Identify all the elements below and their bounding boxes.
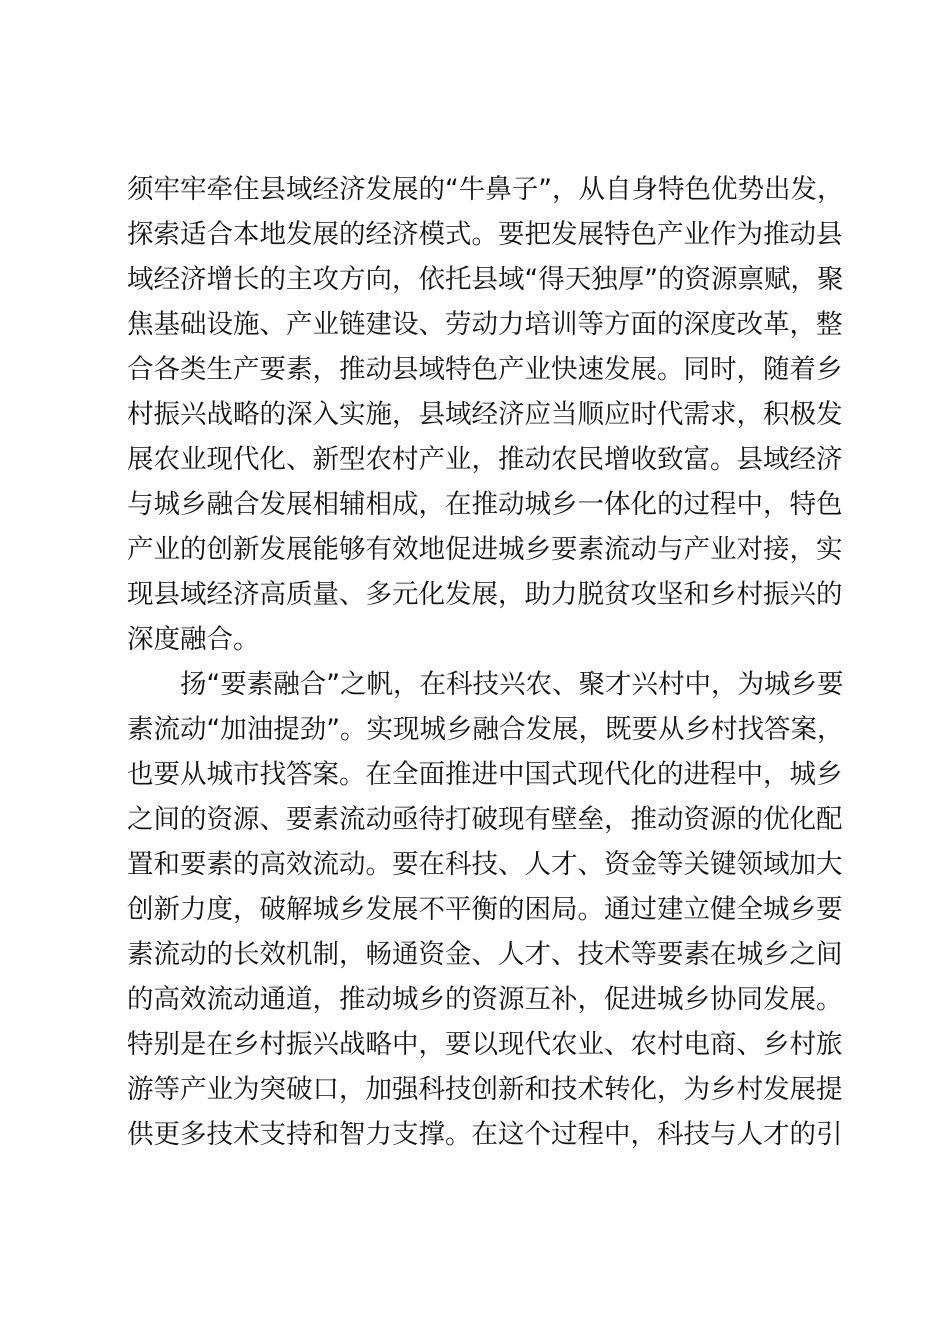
- text-line: 置和要素的高效流动。要在科技、人才、资金等关键领域加大: [127, 849, 843, 880]
- text-line: 焦基础设施、产业链建设、劳动力培训等方面的深度改革，整: [127, 309, 843, 340]
- text-line-indented: 扬“要素融合”之帆，在科技兴农、聚才兴村中，为城乡要: [180, 669, 844, 700]
- text-line: 之间的资源、要素流动亟待打破现有壁垒，推动资源的优化配: [127, 804, 843, 835]
- text-line: 域经济增长的主攻方向，依托县域“得天独厚”的资源禀赋，聚: [127, 264, 844, 295]
- text-line: 游等产业为突破口，加强科技创新和技术转化，为乡村发展提: [127, 1074, 843, 1105]
- text-line: 展农业现代化、新型农村产业，推动农民增收致富。县域经济: [127, 444, 843, 475]
- text-line: 合各类生产要素，推动县域特色产业快速发展。同时，随着乡: [127, 354, 843, 385]
- text-line: 与城乡融合发展相辅相成，在推动城乡一体化的过程中，特色: [127, 489, 843, 520]
- text-line: 探索适合本地发展的经济模式。要把发展特色产业作为推动县: [127, 219, 843, 250]
- text-line: 素流动的长效机制，畅通资金、人才、技术等要素在城乡之间: [127, 939, 843, 970]
- text-line: 也要从城市找答案。在全面推进中国式现代化的进程中，城乡: [127, 759, 843, 790]
- text-line: 村振兴战略的深入实施，县域经济应当顺应时代需求，积极发: [127, 399, 843, 430]
- text-line: 须牢牢牵住县域经济发展的“牛鼻子”，从自身特色优势出发，: [127, 174, 844, 205]
- text-line: 现县域经济高质量、多元化发展，助力脱贫攻坚和乡村振兴的: [127, 579, 843, 610]
- text-line: 供更多技术支持和智力支撑。在这个过程中，科技与人才的引: [127, 1119, 843, 1150]
- text-line: 素流动“加油提劲”。实现城乡融合发展，既要从乡村找答案，: [127, 714, 844, 745]
- text-line: 特别是在乡村振兴战略中，要以现代农业、农村电商、乡村旅: [127, 1029, 843, 1060]
- text-line: 产业的创新发展能够有效地促进城乡要素流动与产业对接，实: [127, 534, 843, 565]
- text-line: 创新力度，破解城乡发展不平衡的困局。通过建立健全城乡要: [127, 894, 843, 925]
- text-line-last: 深度融合。: [127, 624, 260, 655]
- text-line: 的高效流动通道，推动城乡的资源互补，促进城乡协同发展。: [127, 984, 843, 1015]
